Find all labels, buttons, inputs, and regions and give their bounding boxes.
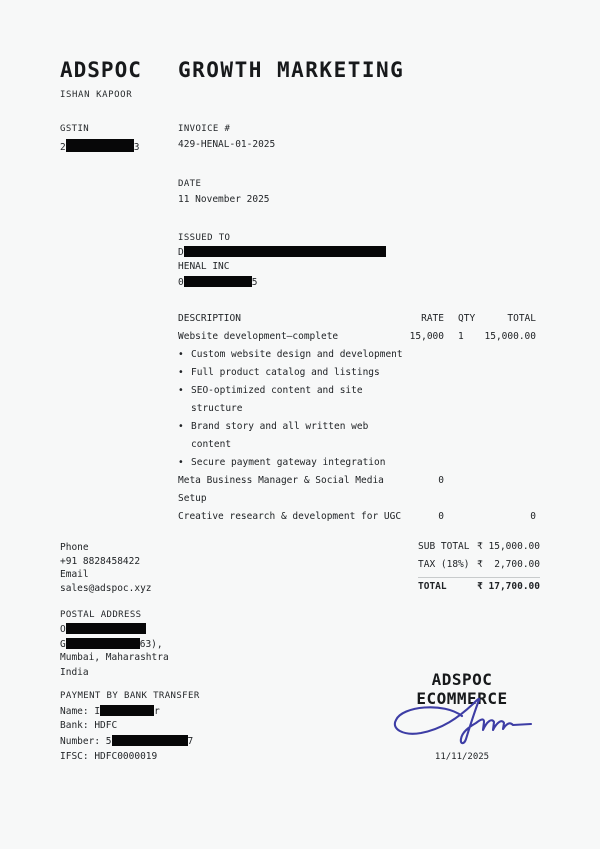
postal-line1-prefix: O [60,624,66,635]
payment-number-redaction-bar [112,735,188,746]
payment-name-redaction-bar [100,705,154,716]
postal-line2-prefix: G [60,639,66,650]
signer-company: ADSPOC ECOMMERCE [416,670,508,708]
item-bullet [178,418,413,454]
item-bullet [178,346,413,364]
bullet-dot-icon: • [178,349,184,360]
postal-address-label: POSTAL ADDRESS [60,610,142,620]
bullet-dot-icon: • [178,421,184,432]
item-total: 0 [530,511,536,522]
item-qty: 1 [458,331,464,342]
payment-bank-label: Bank: [60,720,95,731]
item-rate: 15,000 [409,331,444,342]
payment-bank-line [60,720,117,731]
payment-number-suffix: 7 [187,736,194,747]
gstin-prefix: 2 [60,142,66,153]
issued-to-id-suffix: 5 [251,277,258,288]
issued-to-id-prefix: 0 [178,277,184,288]
grand-total-label: TOTAL [418,581,447,592]
signature-stroke [395,699,531,743]
phone-label: Phone [60,542,89,553]
company-name: ADSPOC [60,58,142,82]
bullet-text: Custom website design and development [191,349,403,360]
issued-to-id-redaction-bar [184,276,252,287]
grand-total-row [418,577,540,596]
payment-bank-value: HDFC [94,720,118,731]
company-tagline: GROWTH MARKETING [178,58,405,82]
payment-name-prefix: I [94,706,101,717]
issued-to-prefix: D [178,247,184,258]
payment-name-suffix: r [154,706,160,717]
col-rate: RATE [421,313,444,324]
table-row [178,472,536,508]
totals-block [418,541,540,596]
company-person: ISHAN KAPOOR [60,90,133,100]
item-bullet [178,454,413,472]
table-header-row [178,310,536,328]
postal-redaction-bar-2 [66,638,140,649]
tax-label: TAX (18%) [418,559,470,570]
payment-number-label: Number: [60,736,106,747]
item-rate: 0 [438,511,444,522]
line-items-table [178,310,536,526]
gstin-value [60,139,139,153]
subtotal-value: ₹ 15,000.00 [477,541,540,552]
item-description: Meta Business Manager & Social Media Setup [178,475,384,504]
table-row [178,508,536,526]
signature-image [390,694,536,748]
signature-date: 11/11/2025 [434,752,490,762]
invoice-date-label: DATE [178,179,202,189]
tax-value: ₹ 2,700.00 [477,559,540,570]
issued-to-label: ISSUED TO [178,233,231,243]
postal-line-2 [60,638,163,650]
invoice-number: 429-HENAL-01-2025 [178,139,276,150]
payment-ifsc-label: IFSC: [60,751,95,762]
email-value: sales@adspoc.xyz [60,582,152,594]
grand-total-value: ₹ 17,700.00 [477,581,540,592]
postal-line-1 [60,623,146,635]
email-label: Email [60,569,89,580]
postal-redaction-bar-1 [66,623,146,634]
payment-section-label: PAYMENT BY BANK TRANSFER [60,691,200,701]
payment-ifsc-value: HDFC0000019 [94,751,158,762]
payment-number-line [60,735,193,747]
bullet-dot-icon: • [178,457,184,468]
payment-ifsc-line [60,751,157,762]
postal-country: India [60,667,89,678]
postal-line2-suffix: 63), [139,639,163,650]
issued-to-name-line [178,246,386,258]
bullet-dot-icon: • [178,385,184,396]
item-description: Website development—complete [178,331,339,342]
gstin-label: GSTIN [60,124,90,134]
bullet-text: Secure payment gateway integration [191,457,386,468]
subtotal-row [418,541,540,559]
issued-to-redaction-bar [184,246,386,257]
phone-value: +91 8828458422 [60,555,141,567]
col-total: TOTAL [507,313,536,324]
bullet-text: Brand story and all written web content [191,421,369,450]
item-description: Creative research & development for UGC [178,511,402,522]
bullet-text: Full product catalog and listings [191,367,380,378]
payment-name-label: Name: [60,706,95,717]
bullet-dot-icon: • [178,367,184,378]
tax-row [418,559,540,577]
contact-block [60,541,152,595]
item-rate: 0 [438,475,444,486]
col-qty: QTY [458,313,476,324]
issued-to-company: HENAL INC [178,261,230,272]
item-bullet [178,382,413,418]
gstin-redaction-bar [66,139,134,152]
table-row [178,328,536,346]
postal-city: Mumbai, Maharashtra [60,652,169,663]
gstin-suffix: 3 [133,142,140,153]
item-total: 15,000.00 [484,331,536,342]
payment-number-prefix: 5 [105,736,112,747]
invoice-date: 11 November 2025 [178,194,270,205]
invoice-number-label: INVOICE # [178,124,231,134]
issued-to-id-line [178,276,257,288]
item-bullet [178,364,413,382]
bullet-text: SEO-optimized content and site structure [191,385,363,414]
payment-name-line [60,705,160,717]
col-description: DESCRIPTION [178,313,241,324]
subtotal-label: SUB TOTAL [418,541,470,552]
